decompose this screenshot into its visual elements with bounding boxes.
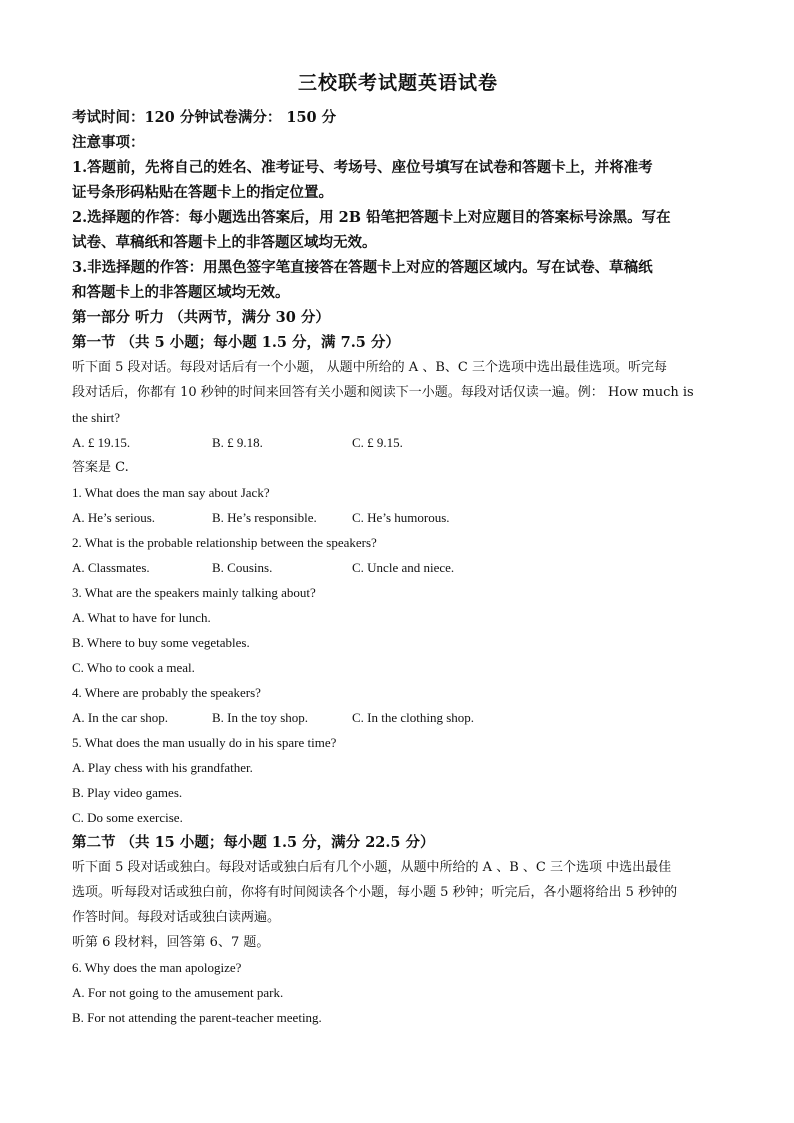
instruction-line: the shirt? bbox=[72, 410, 121, 425]
part1-heading: 第一部分 听力 （共两节，满分 30 分） bbox=[72, 309, 330, 326]
exam-page bbox=[72, 64, 724, 1030]
option-a: A. £ 19.15. bbox=[72, 435, 131, 450]
option-b: B. He’s responsible. bbox=[212, 510, 317, 525]
option-a: A. What to have for lunch. bbox=[72, 610, 211, 625]
question-2: 2. What is the probable relationship between the speakers? bbox=[72, 535, 377, 550]
note-line: 试卷、草稿纸和答题卡上的非答题区域均无效。 bbox=[72, 234, 377, 251]
option-b: B. For not attending the parent-teacher meeting. bbox=[72, 1010, 322, 1025]
note-line: 证号条形码粘贴在答题卡上的指定位置。 bbox=[72, 184, 333, 201]
option-b: B. Where to buy some vegetables. bbox=[72, 635, 250, 650]
question-5: 5. What does the man usually do in his spare time? bbox=[72, 735, 337, 750]
note-3 bbox=[72, 255, 724, 305]
note-1 bbox=[72, 155, 724, 205]
example-options bbox=[72, 430, 724, 455]
instruction-line: 作答时间。每段对话或独白读两遍。 bbox=[72, 910, 281, 925]
question-4: 4. Where are probably the speakers? bbox=[72, 685, 261, 700]
option-b: B. Cousins. bbox=[212, 560, 273, 575]
instruction-line: 听下面 5 段对话或独白。每段对话或独白后有几个小题，从题中所给的 A 、B 、C 三个选项 中选出最佳 bbox=[72, 860, 672, 875]
question-6: 6. Why does the man apologize? bbox=[72, 960, 242, 975]
option-a: A. In the car shop. bbox=[72, 710, 169, 725]
material-6-heading: 听第 6 段材料，回答第 6、7 题。 bbox=[72, 935, 270, 950]
exam-info: 考试时间：120 分钟试卷满分： 150 分 bbox=[72, 109, 337, 126]
option-b: B. £ 9.18. bbox=[212, 435, 263, 450]
note-line: 2.选择题的作答：每小题选出答案后，用 2B 铅笔把答题卡上对应题目的答案标号涂黑。写在 bbox=[72, 209, 671, 226]
notes-heading: 注意事项： bbox=[72, 134, 145, 151]
instruction-line: 段对话后，你都有 10 秒钟的时间来回答有关小题和阅读下一小题。每段对话仅读一遍。例： How much is bbox=[72, 385, 694, 400]
question-3: 3. What are the speakers mainly talking about? bbox=[72, 585, 316, 600]
option-a: A. He’s serious. bbox=[72, 510, 156, 525]
option-a: A. For not going to the amusement park. bbox=[72, 985, 284, 1000]
question-1-options bbox=[72, 505, 724, 530]
option-b: B. Play video games. bbox=[72, 785, 183, 800]
section1-heading: 第一节 （共 5 小题；每小题 1.5 分，满 7.5 分） bbox=[72, 334, 400, 351]
option-c: C. Do some exercise. bbox=[72, 810, 183, 825]
instruction-line: 选项。听每段对话或独白前，你将有时间阅读各个小题，每小题 5 秒钟；听完后，各小题将给出 5 秒钟的 bbox=[72, 885, 678, 900]
question-4-options bbox=[72, 705, 724, 730]
option-c: C. £ 9.15. bbox=[352, 435, 403, 450]
option-b: B. In the toy shop. bbox=[212, 710, 309, 725]
example-answer: 答案是 C. bbox=[72, 460, 129, 475]
question-2-options bbox=[72, 555, 724, 580]
option-c: C. In the clothing shop. bbox=[352, 710, 475, 725]
note-2 bbox=[72, 205, 724, 255]
note-line: 1.答题前，先将自己的姓名、准考证号、考场号、座位号填写在试卷和答题卡上，并将准考 bbox=[72, 159, 653, 176]
note-line: 和答题卡上的非答题区域均无效。 bbox=[72, 284, 290, 301]
note-line: 3.非选择题的作答：用黑色签字笔直接答在答题卡上对应的答题区域内。写在试卷、草稿纸 bbox=[72, 259, 653, 276]
question-1: 1. What does the man say about Jack? bbox=[72, 485, 270, 500]
option-c: C. He’s humorous. bbox=[352, 510, 450, 525]
instruction-line: 听下面 5 段对话。每段对话后有一个小题， 从题中所给的 A 、B、C 三个选项中选出最佳选项。听完每 bbox=[72, 360, 667, 375]
option-c: C. Uncle and niece. bbox=[352, 560, 455, 575]
section2-heading: 第二节 （共 15 小题；每小题 1.5 分，满分 22.5 分） bbox=[72, 834, 435, 851]
option-c: C. Who to cook a meal. bbox=[72, 660, 195, 675]
page-title: 三校联考试题英语试卷 bbox=[297, 72, 498, 94]
option-a: A. Play chess with his grandfather. bbox=[72, 760, 253, 775]
option-a: A. Classmates. bbox=[72, 560, 150, 575]
